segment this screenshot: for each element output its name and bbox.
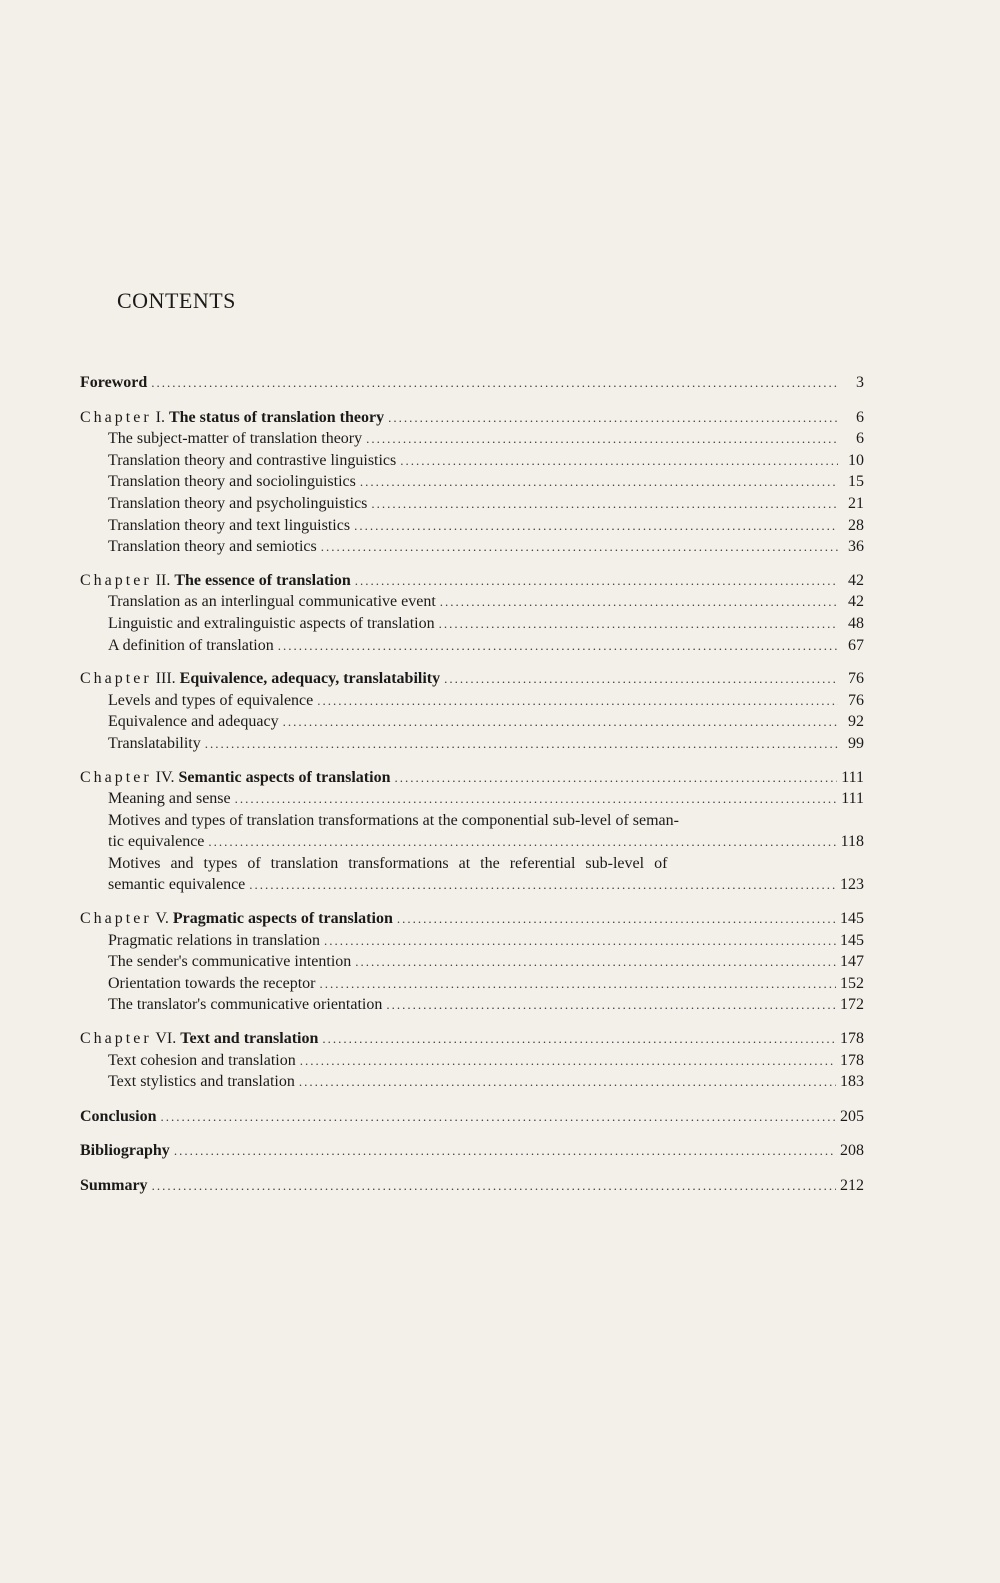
- page-number: 99: [848, 734, 864, 752]
- dot-leader: [321, 536, 838, 558]
- toc-section[interactable]: [80, 635, 864, 657]
- page-number: 6: [856, 430, 864, 448]
- chapter-title: Semantic aspects of translation: [178, 768, 391, 786]
- dot-leader: [360, 471, 838, 493]
- chapter-title: The essence of translation: [174, 571, 351, 589]
- dot-leader: [366, 428, 838, 450]
- chapter-title: Pragmatic aspects of translation: [172, 910, 393, 928]
- dot-leader: [205, 733, 838, 755]
- toc-section[interactable]: [80, 493, 864, 515]
- dot-leader: [355, 951, 836, 973]
- chapter-number: I.: [155, 408, 165, 426]
- page-number: 118: [840, 833, 864, 851]
- page-title: CONTENTS: [117, 288, 236, 313]
- entry-label: Pragmatic relations in translation: [108, 931, 320, 949]
- entry-label: The translator's communicative orientation: [108, 996, 383, 1014]
- page-number: 15: [848, 473, 864, 491]
- dot-leader: [300, 1050, 836, 1072]
- entry-label: Translation theory and semiotics: [108, 538, 317, 556]
- dot-leader: [283, 711, 838, 733]
- chapter-word: Chapter: [80, 408, 152, 426]
- page-number: 111: [841, 790, 864, 808]
- toc-section-wrapped-line[interactable]: Motives and types of translation transformations at the referential sub-level of: [108, 854, 668, 872]
- entry-label: Translation theory and contrastive linguistics: [108, 451, 397, 469]
- dot-leader: [322, 1028, 836, 1050]
- chapter-number: VI.: [155, 1030, 177, 1048]
- toc-chapter-6[interactable]: [80, 1028, 864, 1050]
- chapter-title: The status of translation theory: [168, 408, 385, 426]
- entry-label: Translation as an interlingual communicative event: [108, 593, 436, 611]
- chapter-number: II.: [155, 571, 171, 589]
- page-number: 178: [840, 1030, 864, 1048]
- entry-label: tic equivalence: [108, 833, 205, 851]
- page-number: 3: [856, 374, 864, 391]
- page-number: 178: [840, 1051, 864, 1069]
- dot-leader: [319, 973, 836, 995]
- dot-leader: [317, 690, 838, 712]
- chapter-title: Text and translation: [180, 1030, 319, 1048]
- chapter-number: III.: [155, 670, 176, 688]
- dot-leader: [324, 930, 836, 952]
- page-number: 67: [848, 636, 864, 654]
- entry-label: Conclusion: [80, 1107, 157, 1125]
- page-number: 76: [848, 691, 864, 709]
- toc-section[interactable]: [80, 515, 864, 537]
- dot-leader: [235, 788, 838, 810]
- page-number: 42: [848, 571, 864, 589]
- toc-section[interactable]: [80, 733, 864, 755]
- dot-leader: [208, 831, 836, 853]
- entry-label: Orientation towards the receptor: [108, 974, 316, 992]
- toc-section[interactable]: [80, 831, 864, 853]
- entry-label: Foreword: [80, 374, 148, 391]
- entry-label: Levels and types of equivalence: [108, 691, 314, 709]
- dot-leader: [440, 591, 838, 613]
- dot-leader: [439, 613, 838, 635]
- toc-section[interactable]: [80, 874, 864, 896]
- dot-leader: [394, 767, 837, 789]
- page-number: 111: [841, 768, 864, 786]
- toc-section[interactable]: [80, 536, 864, 558]
- dot-leader: [152, 1175, 836, 1197]
- entry-label: Text stylistics and translation: [108, 1073, 295, 1091]
- dot-leader: [388, 407, 838, 429]
- toc-entry-summary[interactable]: [80, 1175, 864, 1197]
- entry-label: Translation theory and psycholinguistics: [108, 494, 368, 512]
- page-number: 145: [840, 910, 864, 928]
- toc-section[interactable]: [80, 951, 864, 973]
- page-number: 212: [840, 1177, 864, 1194]
- entry-label: Translatability: [108, 734, 201, 752]
- dot-leader: [299, 1071, 836, 1093]
- entry-label: Meaning and sense: [108, 790, 231, 808]
- page-number: 172: [840, 996, 864, 1014]
- dot-leader: [354, 515, 838, 537]
- dot-leader: [278, 635, 838, 657]
- entry-label: Translation theory and text linguistics: [108, 516, 351, 534]
- entry-label: The sender's communicative intention: [108, 953, 352, 971]
- chapter-word: Chapter: [80, 1030, 152, 1048]
- page-number: 147: [840, 953, 864, 971]
- toc-chapter-4[interactable]: [80, 767, 864, 789]
- page-number: 123: [840, 876, 864, 894]
- dot-leader: [386, 994, 836, 1016]
- page-number: 10: [848, 451, 864, 469]
- toc-section-wrapped-line[interactable]: Motives and types of translation transformations at the componential sub-level of seman-: [108, 811, 679, 829]
- page-number: 145: [840, 931, 864, 949]
- toc-section[interactable]: [80, 994, 864, 1016]
- page-number: 42: [848, 593, 864, 611]
- toc-section[interactable]: [80, 973, 864, 995]
- toc-section[interactable]: [80, 471, 864, 493]
- toc-section[interactable]: [80, 690, 864, 712]
- dot-leader: [444, 668, 838, 690]
- entry-label: Text cohesion and translation: [108, 1051, 296, 1069]
- chapter-word: Chapter: [80, 571, 152, 589]
- chapter-word: Chapter: [80, 910, 152, 928]
- page-number: 208: [840, 1142, 864, 1160]
- page-number: 36: [848, 538, 864, 556]
- table-of-contents: [80, 372, 864, 1197]
- page-number: 183: [840, 1073, 864, 1091]
- toc-section[interactable]: [80, 711, 864, 733]
- dot-leader: [174, 1140, 836, 1162]
- chapter-word: Chapter: [80, 768, 152, 786]
- chapter-number: IV.: [155, 768, 175, 786]
- entry-label: semantic equivalence: [108, 876, 246, 894]
- chapter-title: Equivalence, adequacy, translatability: [179, 670, 441, 688]
- toc-entry-bibliography[interactable]: [80, 1140, 864, 1162]
- dot-leader: [355, 570, 838, 592]
- dot-leader: [160, 1106, 836, 1128]
- toc-section[interactable]: [80, 591, 864, 613]
- page-number: 48: [848, 614, 864, 632]
- toc-section[interactable]: [80, 930, 864, 952]
- page-number: 21: [848, 494, 864, 512]
- toc-section[interactable]: [80, 450, 864, 472]
- entry-label: Equivalence and adequacy: [108, 713, 279, 731]
- chapter-number: V.: [155, 910, 169, 928]
- entry-label: A definition of translation: [108, 636, 274, 654]
- chapter-word: Chapter: [80, 670, 152, 688]
- page-number: 152: [840, 974, 864, 992]
- dot-leader: [397, 908, 836, 930]
- dot-leader: [371, 493, 838, 515]
- toc-chapter-5[interactable]: [80, 908, 864, 930]
- entry-label: Linguistic and extralinguistic aspects of translation: [108, 614, 435, 632]
- toc-chapter-1[interactable]: [80, 407, 864, 429]
- toc-section[interactable]: [80, 1050, 864, 1072]
- page-number: 6: [856, 408, 864, 426]
- toc-section[interactable]: [80, 428, 864, 450]
- toc-chapter-3[interactable]: [80, 668, 864, 690]
- toc-entry-foreword[interactable]: [80, 372, 864, 394]
- entry-label: Bibliography: [80, 1142, 170, 1160]
- page-number: 92: [848, 713, 864, 731]
- page-number: 28: [848, 516, 864, 534]
- toc-section[interactable]: [80, 788, 864, 810]
- dot-leader: [249, 874, 836, 896]
- dot-leader: [400, 450, 838, 472]
- entry-label: Translation theory and sociolinguistics: [108, 473, 356, 491]
- entry-label: The subject-matter of translation theory: [108, 430, 363, 448]
- toc-section[interactable]: [80, 613, 864, 635]
- page-number: 205: [840, 1107, 864, 1125]
- toc-section[interactable]: [80, 1071, 864, 1093]
- entry-label: Summary: [80, 1177, 148, 1194]
- page-number: 76: [848, 670, 864, 688]
- dot-leader: [151, 372, 838, 394]
- toc-chapter-2[interactable]: [80, 570, 864, 592]
- toc-entry-conclusion[interactable]: [80, 1106, 864, 1128]
